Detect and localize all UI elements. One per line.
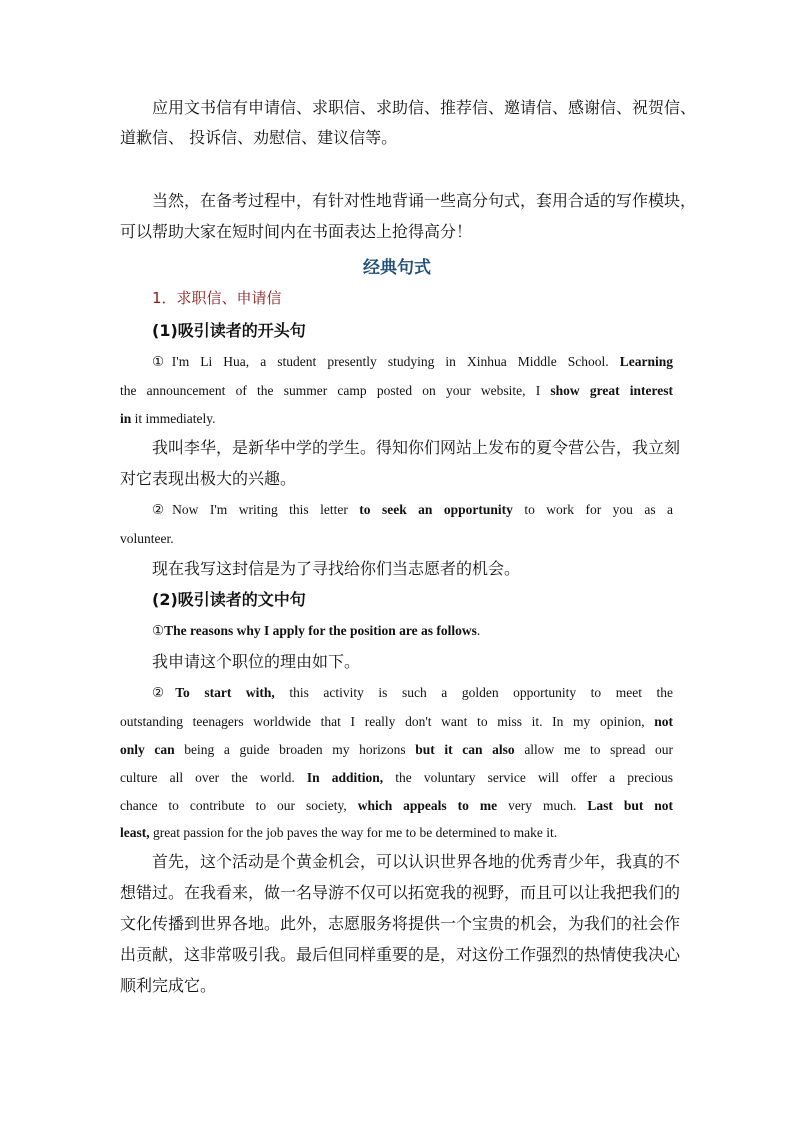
part2-example2-line-6: least, great passion for the job paves the way for me to be determined to make it. bbox=[120, 825, 558, 840]
part2-example1-line-1: ①The reasons why I apply for the position are as follows. bbox=[152, 623, 481, 638]
part1-example1-translation-line-2: 对它表现出极大的兴趣。 bbox=[120, 469, 297, 488]
part1-heading: (1)吸引读者的开头句 bbox=[152, 321, 306, 340]
part1-example1-line-3: in it immediately. bbox=[120, 411, 216, 426]
part2-example2-translation-line-3: 文化传播到世界各地。此外，志愿服务将提供一个宝贵的机会，为我们的社会作 bbox=[120, 914, 681, 933]
part1-example2-line-1: ②Now I'm writing this letter to seek an opportunity to work for you as a bbox=[152, 502, 674, 517]
part2-heading: (2)吸引读者的文中句 bbox=[152, 590, 306, 609]
part1-example1-line-2: the announcement of the summer camp posted on your website, I show great interest bbox=[120, 383, 674, 398]
part2-example2-line-3: only can being a guide broaden my horizons but it can also allow me to spread our bbox=[120, 742, 674, 757]
subsection-heading: 1．求职信、申请信 bbox=[152, 289, 282, 307]
part2-example1-translation: 我申请这个职位的理由如下。 bbox=[152, 652, 361, 671]
intro-paragraph-2-line-1: 当然，在备考过程中，有针对性地背诵一些高分句式，套用合适的写作模块， bbox=[152, 191, 697, 210]
part2-example2-line-4: culture all over the world. In addition, the voluntary service will offer a precious bbox=[120, 770, 674, 785]
part2-example2-line-1: ②To start with, this activity is such a golden opportunity to meet the bbox=[152, 685, 673, 700]
part1-example2-translation: 现在我写这封信是为了寻找给你们当志愿者的机会。 bbox=[152, 559, 521, 578]
part1-example1-line-1: ①I'm Li Hua, a student presently studying in Xinhua Middle School. Learning bbox=[152, 354, 674, 369]
section-title: 经典句式 bbox=[363, 258, 431, 278]
intro-paragraph-1-line-1: 应用文书信有申请信、求职信、求助信、推荐信、邀请信、感谢信、祝贺信、 bbox=[152, 98, 697, 117]
intro-paragraph-1-line-2: 道歉信、 投诉信、劝慰信、建议信等。 bbox=[120, 128, 398, 147]
part2-example2-translation-line-1: 首先，这个活动是个黄金机会，可以认识世界各地的优秀青少年，我真的不 bbox=[152, 852, 681, 871]
part2-example2-line-2: outstanding teenagers worldwide that I really don't want to miss it. In my opinion, not bbox=[120, 714, 674, 729]
intro-paragraph-2-line-2: 可以帮助大家在短时间内在书面表达上抢得高分！ bbox=[120, 222, 473, 241]
part2-example2-line-5: chance to contribute to our society, which appeals to me very much. Last but not bbox=[120, 798, 674, 813]
part1-example1-translation-line-1: 我叫李华，是新华中学的学生。得知你们网站上发布的夏令营公告，我立刻 bbox=[152, 438, 681, 457]
part2-example2-translation-line-4: 出贡献，这非常吸引我。最后但同样重要的是，对这份工作强烈的热情使我决心 bbox=[120, 945, 681, 964]
part2-example2-translation-line-5: 顺利完成它。 bbox=[120, 976, 217, 995]
part1-example2-line-2: volunteer. bbox=[120, 531, 174, 546]
part2-example2-translation-line-2: 想错过。在我看来，做一名导游不仅可以拓宽我的视野，而且可以让我把我们的 bbox=[120, 883, 681, 902]
